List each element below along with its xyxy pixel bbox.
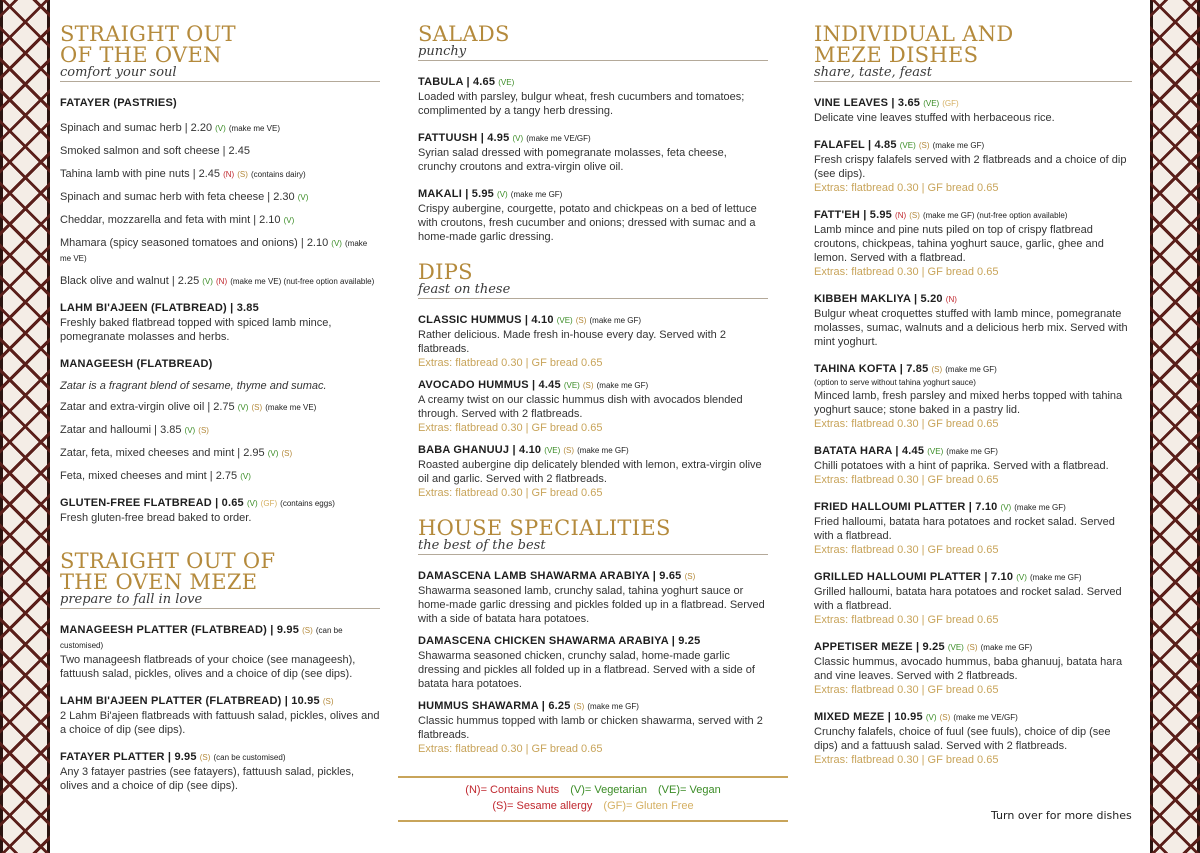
item-name: TAHINA KOFTA | 7.85 (814, 363, 929, 375)
section-subtitle: feast on these (418, 282, 511, 297)
item-description: Classic hummus, avocado hummus, baba ghanuuj, batata hara and vine leaves. Served with 2 flatbreads. (814, 656, 1123, 682)
item-description: Freshly baked flatbread topped with spiced lamb mince, pomegranate molasses and herbs. (60, 317, 332, 343)
manageesh-list (60, 400, 380, 484)
menu-item (418, 569, 768, 626)
item-name: MIXED MEZE | 10.95 (814, 711, 923, 723)
fatayer-list (60, 121, 380, 289)
item-extras: Extras: flatbread 0.30 | GF bread 0.65 (418, 357, 603, 369)
section-header-salads (418, 24, 768, 61)
menu-item (814, 500, 1132, 557)
diet-tag: (VE) (556, 316, 573, 325)
diet-tag: (make me GF) (589, 316, 642, 325)
house-specialities-list (418, 569, 768, 756)
diet-tag: (V) (925, 713, 937, 722)
diet-tag: (make me GF) (510, 190, 563, 199)
diet-tag: (S) (582, 381, 594, 390)
item-header (418, 634, 768, 649)
diet-tag: (S) (322, 697, 334, 706)
diet-tag: (S) (302, 626, 313, 635)
diet-tag: (VE) (498, 78, 515, 87)
item-text: Zatar, feta, mixed cheeses and mint | 2.95 (60, 447, 265, 459)
item-name: FATTUUSH | 4.95 (418, 132, 510, 144)
diet-tag: (V) (215, 124, 226, 133)
diet-tag: (can be customised) (213, 753, 286, 762)
manageesh-note: Zatar is a fragrant blend of sesame, thyme and sumac. (60, 380, 327, 392)
diet-tag: (N) (895, 211, 907, 220)
item-name: DAMASCENA LAMB SHAWARMA ARABIYA | 9.65 (418, 570, 682, 582)
menu-item (814, 292, 1132, 349)
diet-tag: (V) (1016, 573, 1027, 582)
item-text: Black olive and walnut | 2.25 (60, 275, 200, 287)
menu-item (60, 750, 380, 793)
item-note: (option to serve without tahina yoghurt sauce) (814, 378, 976, 387)
diet-tag: (make me GF) (932, 141, 985, 150)
dips-list (418, 313, 768, 500)
section-header-individual (814, 24, 1132, 82)
section-title: STRAIGHT OUT OF (60, 549, 276, 573)
section-header-house (418, 518, 768, 555)
item-header (814, 362, 1132, 377)
individual-dishes-list (814, 96, 1132, 767)
section-title: SALADS (418, 22, 510, 46)
diet-tag: (make me VE) (nut-free option available) (230, 277, 375, 286)
item-header (60, 750, 380, 765)
item-header (814, 96, 1132, 111)
diet-tag: (make me VE) (228, 124, 280, 133)
diet-tag: (V) (202, 277, 213, 286)
menu-item (60, 213, 380, 228)
menu-item (418, 634, 768, 691)
diet-tag: (V) (297, 193, 309, 202)
legend-nuts: (N)= Contains Nuts (465, 784, 560, 796)
item-name: APPETISER MEZE | 9.25 (814, 641, 945, 653)
menu-item (60, 121, 380, 136)
item-extras: Extras: flatbread 0.30 | GF bread 0.65 (814, 182, 999, 194)
item-header (418, 131, 768, 146)
legend-vegetarian: (V)= Vegetarian (570, 784, 647, 796)
item-extras: Extras: flatbread 0.30 | GF bread 0.65 (418, 743, 603, 755)
item-extras: Extras: flatbread 0.30 | GF bread 0.65 (814, 266, 999, 278)
decorative-border-right (1150, 0, 1200, 853)
diet-tag: (contains eggs) (280, 499, 335, 508)
diet-tag: (VE) (544, 446, 561, 455)
item-description: Two manageesh flatbreads of your choice (see manageesh), fattuush salad, pickles, olives and a choice of dip (see dips). (60, 654, 356, 680)
menu-item (60, 144, 380, 159)
item-header (418, 378, 768, 393)
menu-item (814, 208, 1132, 279)
diet-tag: (S) (684, 572, 696, 581)
diet-tag: (make me GF) (587, 702, 639, 711)
item-extras: Extras: flatbread 0.30 | GF bread 0.65 (814, 544, 999, 556)
section-header-dips (418, 262, 768, 299)
item-header (814, 292, 1132, 307)
diet-tag: (V) (267, 449, 279, 458)
diet-tag: (S) (237, 170, 248, 179)
item-description: Loaded with parsley, bulgur wheat, fresh cucumbers and tomatoes; complimented by a tangy herb dressing. (418, 91, 745, 117)
diet-tag: (GF) (260, 499, 278, 508)
diet-tag: (N) (945, 295, 957, 304)
item-name: TABULA | 4.65 (418, 76, 496, 88)
column-salads-dips (418, 24, 768, 764)
item-text: Smoked salmon and soft cheese | 2.45 (60, 145, 250, 157)
item-name: AVOCADO HUMMUS | 4.45 (418, 379, 561, 391)
manageesh-heading: MANAGEESH (FLATBREAD) (60, 358, 213, 370)
item-header (814, 138, 1132, 153)
item-description: Any 3 fatayer pastries (see fatayers), fattuush salad, pickles, olives and a choice of dip (see dips). (60, 766, 355, 792)
diet-tag: (can be customised) (60, 626, 343, 650)
diet-tag: (S) (563, 446, 575, 455)
diet-tag: (make me VE/GF) (526, 134, 591, 143)
item-extras: Extras: flatbread 0.30 | GF bread 0.65 (418, 487, 603, 499)
legend-vegan: (VE)= Vegan (658, 784, 721, 796)
section-title: THE OVEN MEZE (60, 570, 258, 594)
item-text: Spinach and sumac herb with feta cheese | 2.30 (60, 191, 295, 203)
item-description: Syrian salad dressed with pomegranate molasses, feta cheese, crunchy croutons and extra-virgin olive oil. (418, 147, 727, 173)
diet-tag: (V) (246, 499, 258, 508)
section-title: DIPS (418, 260, 473, 284)
diet-tag: (S) (966, 643, 978, 652)
section-header-oven (60, 24, 380, 82)
item-name: DAMASCENA CHICKEN SHAWARMA ARABIYA | 9.25 (418, 635, 701, 647)
diet-tag: (make me GF) (1014, 503, 1066, 512)
dietary-legend (398, 776, 788, 822)
diet-tag: (VE) (923, 99, 940, 108)
item-extras: Extras: flatbread 0.30 | GF bread 0.65 (814, 418, 999, 430)
menu-item (60, 274, 380, 289)
menu-item (60, 167, 380, 182)
item-name: GLUTEN-FREE FLATBREAD | 0.65 (60, 497, 244, 509)
menu-item (60, 694, 380, 737)
item-description: Roasted aubergine dip delicately blended with lemon, extra-virgin olive oil and garlic. Served with 2 flatbreads. (418, 459, 762, 485)
item-extras: Extras: flatbread 0.30 | GF bread 0.65 (814, 614, 999, 626)
menu-item (60, 469, 380, 484)
item-extras: Extras: flatbread 0.30 | GF bread 0.65 (814, 474, 999, 486)
item-extras: Extras: flatbread 0.30 | GF bread 0.65 (418, 422, 603, 434)
item-description: Delicate vine leaves stuffed with herbaceous rice. (814, 112, 1055, 124)
diet-tag: (make me VE) (60, 239, 368, 263)
menu-item (418, 131, 768, 174)
diet-tag: (make me GF) (577, 446, 629, 455)
item-name: GRILLED HALLOUMI PLATTER | 7.10 (814, 571, 1014, 583)
diet-tag: (S) (573, 702, 585, 711)
item-name: MANAGEESH PLATTER (FLATBREAD) | 9.95 (60, 624, 300, 636)
item-description: Chilli potatoes with a hint of paprika. Served with a flatbread. (814, 460, 1109, 472)
section-title: MEZE DISHES (814, 43, 979, 67)
item-name: MAKALI | 5.95 (418, 188, 494, 200)
menu-item (60, 236, 380, 266)
diet-tag: (make me GF) (1029, 573, 1082, 582)
item-name: KIBBEH MAKLIYA | 5.20 (814, 293, 943, 305)
diet-tag: (S) (198, 426, 209, 435)
diet-tag: (make me GF) (946, 447, 998, 456)
item-name: BATATA HARA | 4.45 (814, 445, 925, 457)
item-description: Crispy aubergine, courgette, potato and chickpeas on a bed of lettuce with croutons, fresh cucumber and onions; dressed with sumac and a home-made garlic dressing. (418, 203, 757, 243)
diet-tag: (S) (918, 141, 930, 150)
item-text: Zatar and halloumi | 3.85 (60, 424, 182, 436)
item-description: Shawarma seasoned chicken, crunchy salad, home-made garlic dressing and pickles all folded up in a flatbread. Served with a side of batata hara potatoes. (418, 650, 755, 690)
item-header (418, 75, 768, 90)
item-description: Rather delicious. Made fresh in-house every day. Served with 2 flatbreads. (418, 329, 726, 355)
item-description: 2 Lahm Bi'ajeen flatbreads with fattuush salad, pickles, olives and a choice of dip (see dips). (60, 710, 380, 736)
item-header (418, 443, 768, 458)
item-header (814, 500, 1132, 515)
section-title: STRAIGHT OUT (60, 22, 236, 46)
menu-item (418, 187, 768, 244)
salads-list (418, 75, 768, 244)
diet-tag: (V) (237, 403, 249, 412)
diet-tag: (N) (223, 170, 235, 179)
item-text: Tahina lamb with pine nuts | 2.45 (60, 168, 221, 180)
diet-tag: (S) (199, 753, 211, 762)
section-title: INDIVIDUAL AND (814, 22, 1014, 46)
item-header (60, 694, 380, 709)
item-name: FALAFEL | 4.85 (814, 139, 897, 151)
item-description: Classic hummus topped with lamb or chicken shawarma, served with 2 flatbreads. (418, 715, 763, 741)
diet-tag: (V) (512, 134, 524, 143)
diet-tag: (S) (575, 316, 587, 325)
menu-item-lahm (60, 301, 380, 344)
diet-tag: (V) (497, 190, 508, 199)
item-name: FRIED HALLOUMI PLATTER | 7.10 (814, 501, 998, 513)
legend-sesame: (S)= Sesame allergy (492, 800, 593, 812)
menu-item (60, 190, 380, 205)
item-header (814, 208, 1132, 223)
item-name: LAHM BI'AJEEN PLATTER (FLATBREAD) | 10.95 (60, 695, 320, 707)
diet-tag: (make me VE) (265, 403, 317, 412)
section-subtitle: share, taste, feast (814, 65, 932, 80)
diet-tag: (S) (909, 211, 920, 220)
item-text: Spinach and sumac herb | 2.20 (60, 122, 213, 134)
section-subtitle: prepare to fall in love (60, 592, 203, 607)
legend-gluten-free: (GF)= Gluten Free (603, 800, 694, 812)
diet-tag: (VE) (947, 643, 964, 652)
item-description: Bulgur wheat croquettes stuffed with lamb mince, pomegranate molasses, sumac, walnuts and a delicious herb mix. Served with mint yoghurt. (814, 308, 1128, 348)
menu-item (60, 446, 380, 461)
diet-tag: (GF) (942, 99, 959, 108)
menu-item (814, 570, 1132, 627)
diet-tag: (S) (939, 713, 951, 722)
item-header (814, 444, 1132, 459)
item-name: BABA GHANUUJ | 4.10 (418, 444, 542, 456)
item-name: VINE LEAVES | 3.65 (814, 97, 921, 109)
item-name: FATT'EH | 5.95 (814, 209, 892, 221)
menu-item (814, 640, 1132, 697)
item-header (814, 640, 1132, 655)
section-header-oven-meze (60, 551, 380, 609)
item-description: Fried halloumi, batata hara potatoes and rocket salad. Served with a flatbread. (814, 516, 1115, 542)
item-description: Grilled halloumi, batata hara potatoes and rocket salad. Served with a flatbread. (814, 586, 1122, 612)
item-header (814, 570, 1132, 585)
item-description: A creamy twist on our classic hummus dish with avocados blended through. Served with 2 flatbreads. (418, 394, 743, 420)
oven-meze-list (60, 623, 380, 793)
item-header (418, 313, 768, 328)
menu-item (814, 444, 1132, 487)
menu-item-gf-flatbread (60, 496, 380, 525)
diet-tag: (V) (240, 472, 251, 481)
diet-tag: (make me GF) (596, 381, 649, 390)
item-text: Cheddar, mozzarella and feta with mint | 2.10 (60, 214, 281, 226)
item-extras: Extras: flatbread 0.30 | GF bread 0.65 (814, 754, 999, 766)
item-text: Feta, mixed cheeses and mint | 2.75 (60, 470, 238, 482)
menu-item (60, 400, 380, 415)
diet-tag: (S) (281, 449, 293, 458)
menu-item (418, 443, 768, 500)
diet-tag: (VE) (927, 447, 944, 456)
menu-item (418, 378, 768, 435)
decorative-border-left (0, 0, 50, 853)
diet-tag: (S) (931, 365, 943, 374)
menu-item (418, 75, 768, 118)
diet-tag: (V) (331, 239, 342, 248)
item-description: Fresh crispy falafels served with 2 flatbreads and a choice of dip (see dips). (814, 154, 1127, 180)
menu-item (814, 362, 1132, 431)
item-name: FATAYER PLATTER | 9.95 (60, 751, 197, 763)
section-title: OF THE OVEN (60, 43, 222, 67)
menu-item (814, 710, 1132, 767)
section-title: HOUSE SPECIALITIES (418, 516, 671, 540)
menu-item (418, 313, 768, 370)
diet-tag: (V) (1000, 503, 1012, 512)
column-oven (60, 24, 380, 806)
menu-item (60, 623, 380, 681)
item-header (418, 187, 768, 202)
item-header (418, 569, 768, 584)
diet-tag: (V) (283, 216, 295, 225)
item-description: Minced lamb, fresh parsley and mixed herbs topped with tahina yoghurt sauce; stone baked in a pastry lid. (814, 390, 1123, 416)
diet-tag: (contains dairy) (250, 170, 306, 179)
diet-tag: (make me GF) (nut-free option available) (922, 211, 1068, 220)
diet-tag: (make me GF) (945, 365, 997, 374)
item-name: HUMMUS SHAWARMA | 6.25 (418, 700, 571, 712)
diet-tag: (VE) (563, 381, 580, 390)
item-header (60, 623, 380, 653)
item-text: Zatar and extra-virgin olive oil | 2.75 (60, 401, 235, 413)
diet-tag: (S) (251, 403, 263, 412)
item-description: Fresh gluten-free bread baked to order. (60, 512, 252, 524)
diet-tag: (VE) (899, 141, 916, 150)
menu-item (814, 138, 1132, 195)
diet-tag: (make me GF) (980, 643, 1033, 652)
item-name: CLASSIC HUMMUS | 4.10 (418, 314, 554, 326)
item-text: Mhamara (spicy seasoned tomatoes and onions) | 2.10 (60, 237, 329, 249)
turn-over-note: Turn over for more dishes (991, 809, 1132, 822)
section-subtitle: the best of the best (418, 538, 546, 553)
column-individual-meze (814, 24, 1132, 780)
diet-tag: (N) (216, 277, 228, 286)
section-subtitle: punchy (418, 44, 467, 59)
menu-item (814, 96, 1132, 125)
item-description: Shawarma seasoned lamb, crunchy salad, tahina yoghurt sauce or home-made garlic dressing and pickles folded up in a flatbread. Served with a side of batata hara potatoes. (418, 585, 765, 625)
fatayer-heading: FATAYER (PASTRIES) (60, 97, 177, 109)
menu-item (418, 699, 768, 756)
diet-tag: (make me VE/GF) (953, 713, 1018, 722)
item-description: Crunchy falafels, choice of fuul (see fuuls), choice of dip (see dips) and a fattuush salad. Served with 2 flatbreads. (814, 726, 1111, 752)
item-description: Lamb mince and pine nuts piled on top of crispy flatbread croutons, chickpeas, tahina yoghurt sauce, garlic, ghee and lemon. Served with a flatbread. (814, 224, 1104, 264)
item-name: LAHM BI'AJEEN (FLATBREAD) | 3.85 (60, 302, 259, 314)
diet-tag: (V) (184, 426, 196, 435)
item-header (814, 710, 1132, 725)
item-header (418, 699, 768, 714)
menu-item (60, 423, 380, 438)
section-subtitle: comfort your soul (60, 65, 177, 80)
item-extras: Extras: flatbread 0.30 | GF bread 0.65 (814, 684, 999, 696)
